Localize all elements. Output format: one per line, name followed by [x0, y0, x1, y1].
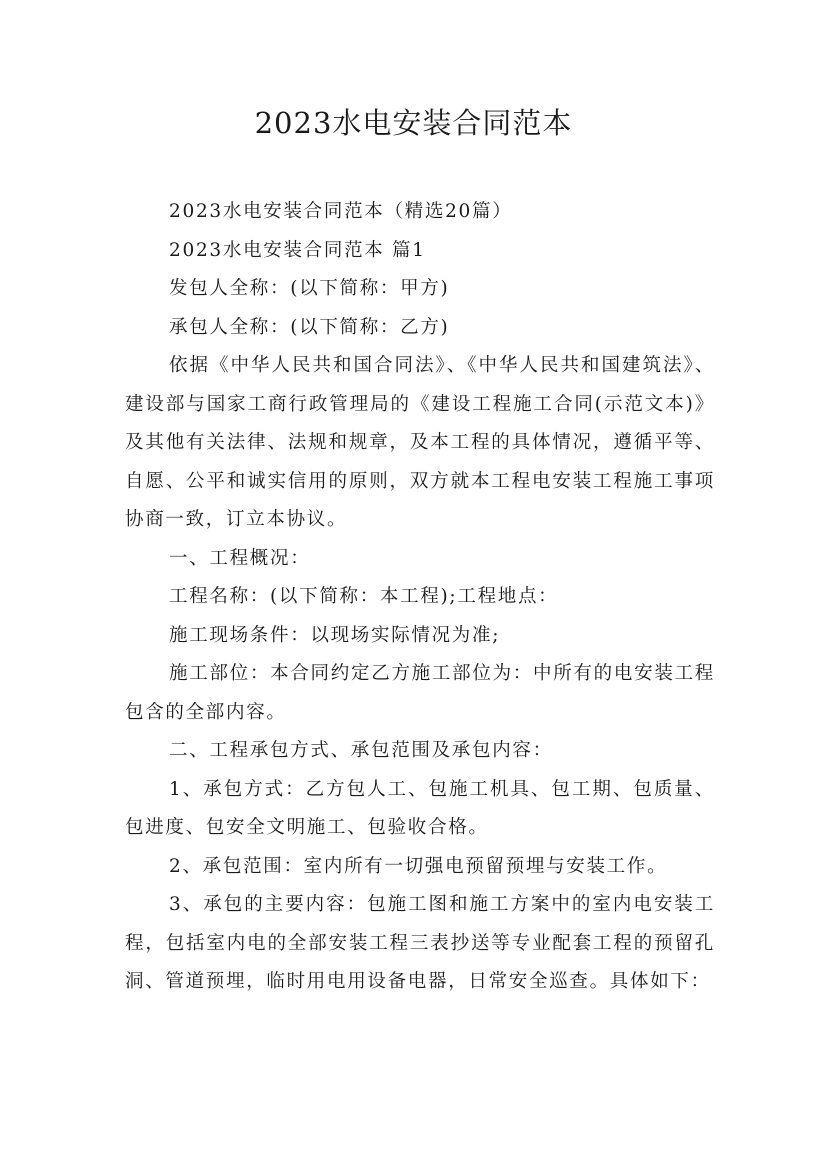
- paragraph-heading-contract-method: 二、工程承包方式、承包范围及承包内容：: [169, 740, 553, 761]
- document-title: 2023水电安装合同范本: [254, 106, 573, 140]
- paragraph-contract-scope: 2、承包范围：室内所有一切强电预留预埋与安装工作。: [169, 855, 668, 877]
- paragraph-employer: 发包人全称：(以下简称：甲方): [169, 278, 450, 299]
- paragraph-site-conditions: 施工现场条件：以现场实际情况为准;: [169, 624, 501, 646]
- paragraph-work-scope-location: 施工部位：本合同约定乙方施工部位为：中所有的电安装工程包含的全部内容。: [125, 663, 715, 723]
- paragraph-contract-method: 1、承包方式：乙方包人工、包施工机具、包工期、包质量、包进度、包安全文明施工、包验收合格。: [125, 778, 715, 838]
- paragraph-subtitle: 2023水电安装合同范本（精选20篇）: [169, 201, 513, 222]
- document-body: [125, 193, 715, 1002]
- paragraph-legal-basis: 依据《中华人民共和国合同法》、《中华人民共和国建筑法》、建设部与国家工商行政管理局的《建设工程施工合同(示范文本)》及其他有关法律、法规和规章，及本工程的具体情况，遵循平等、自愿、公平和诚实信用的原则，双方就本工程电安装工程施工事项协商一致，订立本协议。: [125, 355, 715, 530]
- paragraph-section-heading: 2023水电安装合同范本 篇1: [169, 239, 426, 261]
- paragraph-project-name: 工程名称：(以下简称：本工程);工程地点：: [169, 586, 559, 607]
- paragraph-contract-content: 3、承包的主要内容：包施工图和施工方案中的室内电安装工程，包括室内电的全部安装工程三表抄送等专业配套工程的预留孔洞、管道预埋，临时用电用设备电器，日常安全巡查。具体如下：: [125, 894, 715, 992]
- paragraph-heading-overview: 一、工程概况：: [169, 547, 311, 569]
- paragraph-contractor: 承包人全称：(以下简称：乙方): [169, 316, 450, 338]
